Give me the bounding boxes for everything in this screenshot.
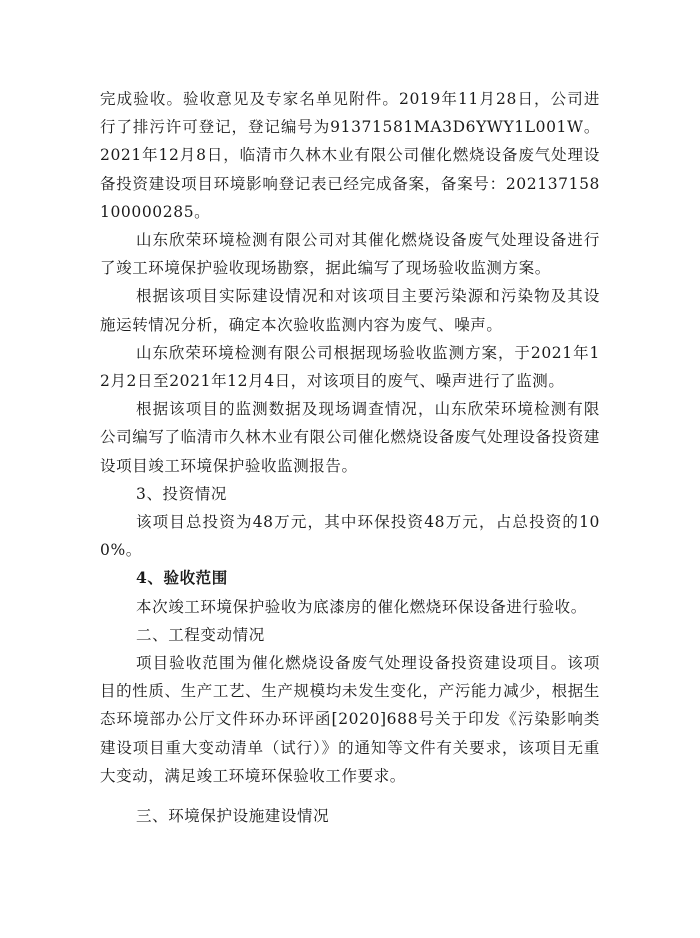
heading-environmental-facilities: 三、环境保护设施建设情况: [136, 807, 330, 826]
paragraph-investment: 该项目总投资为48万元，其中环保投资48万元，占总投资的100%。: [100, 513, 600, 560]
paragraph-monitoring-content: 根据该项目实际建设情况和对该项目主要污染源和污染物及其设施运转情况分析，确定本次验收监测内容为废气、噪声。: [100, 287, 600, 334]
heading-project-changes: 二、工程变动情况: [136, 625, 265, 644]
heading-acceptance-scope: 4、验收范围: [136, 568, 228, 588]
paragraph-report-compiled: 根据该项目的监测数据及现场调查情况，山东欣荣环境检测有限公司编写了临清市久林木业有限公司催化燃烧设备废气处理设备投资建设项目竣工环境保护验收监测报告。: [100, 400, 600, 475]
section-gap: [100, 790, 600, 802]
paragraph-project-changes: 项目验收范围为催化燃烧设备废气处理设备投资建设项目。该项目的性质、生产工艺、生产规模均未发生变化，产污能力减少，根据生态环境部办公厅文件环办环评函[2020]688号关于印发《污染影响类建设项目重大变动清单（试行）》的通知等文件有关要求，该项目无重大变动，满足竣工环境环保验收工作要求。: [100, 654, 600, 785]
paragraph-acceptance-scope: 本次竣工环境保护验收为底漆房的催化燃烧环保设备进行验收。: [136, 597, 587, 616]
paragraph-monitoring-dates: 山东欣荣环境检测有限公司根据现场验收监测方案，于2021年12月2日至2021年12月4日，对该项目的废气、噪声进行了监测。: [100, 343, 600, 391]
heading-investment: 3、投资情况: [136, 484, 227, 503]
paragraph-site-survey: 山东欣荣环境检测有限公司对其催化燃烧设备废气处理设备进行了竣工环境保护验收现场勘察，据此编写了现场验收监测方案。: [100, 231, 600, 278]
paragraph-acceptance-registration: 完成验收。验收意见及专家名单见附件。2019年11月28日，公司进行了排污许可登记，登记编号为91371581MA3D6YWY1L001W。2021年12月8日，临清市久林木业有限公司催化燃烧设备废气处理设备投资建设项目环境影响登记表已经完成备案，备案号：202137158100000285。: [100, 90, 600, 221]
